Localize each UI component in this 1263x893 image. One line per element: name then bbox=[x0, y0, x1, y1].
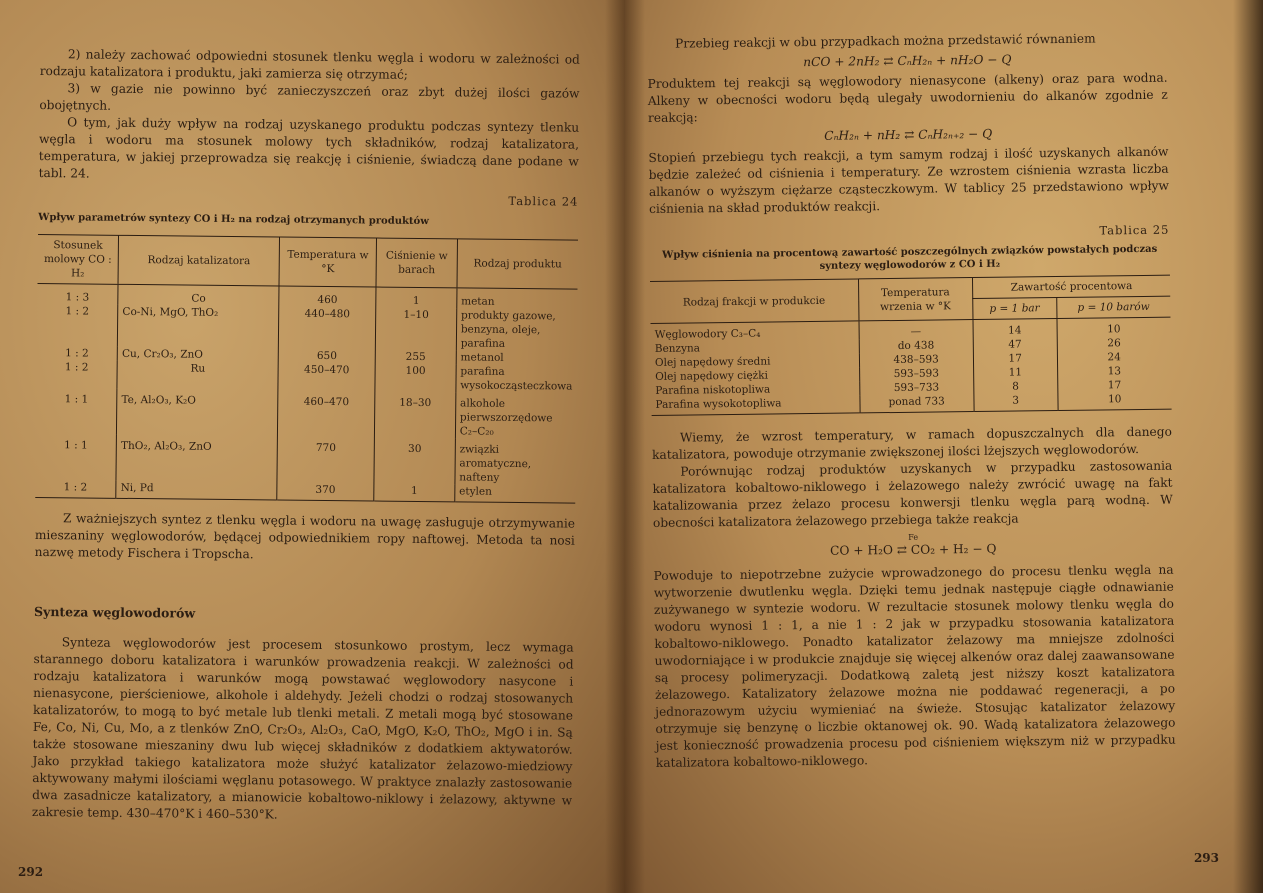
cell-catalyst: Co-Ni, MgO, ThO₂ bbox=[118, 305, 279, 349]
right-page bbox=[625, 0, 1263, 893]
header-molar-ratio: Stosunek molowy CO : H₂ bbox=[38, 234, 119, 284]
cell-fraction: Węglowodory C₃–C₄ bbox=[654, 327, 761, 341]
right-page-content bbox=[647, 30, 1176, 772]
table-25-caption: Wpływ ciśnienia na procentową zawartość poszczególnych związków powstałych podczas syntezy węglowodorów z CO i H₂ bbox=[662, 243, 1158, 272]
cell-boiling: 593–593 bbox=[859, 366, 974, 381]
table-24-caption: Wpływ parametrów syntezy CO i H₂ na rodzaj otrzymanych produktów bbox=[38, 211, 429, 228]
cell-p10: 10 bbox=[1056, 317, 1170, 337]
cell-product: metan bbox=[457, 288, 578, 310]
cell-product: związki aromatyczne, nafteny bbox=[455, 438, 576, 485]
table-row bbox=[36, 388, 576, 440]
paragraph-table-intro: O tym, jak duży wpływ na rodzaj uzyskanego produktu podczas syntezy tlenku węgla i wodoru ma stosunek molowy tych składników, rodzaj katalizatora, temperatura, w jakiej przeprowadza się reakcję i ciśnienie, świadczą dane podane w tabl. 24. bbox=[38, 115, 580, 181]
cell-catalyst: ThO₂, Al₂O₃, ZnO bbox=[116, 435, 277, 483]
cell-boiling: do 438 bbox=[859, 338, 974, 353]
cell-p1: 14 bbox=[973, 319, 1057, 339]
cell-ratio: 1 : 3 bbox=[65, 291, 90, 304]
cell-pressure: 255 bbox=[375, 350, 456, 365]
cell-fraction: Olej napędowy ciężki bbox=[655, 369, 768, 383]
paragraph-alkenes: Produktem tej reakcji są węglowodory nienasycone (alkeny) oraz para wodna. Alkeny w obecności wodoru będą ulegały uwodornieniu do alkanów zgodnie z reakcją: bbox=[647, 70, 1168, 125]
cell-temperature: 460 bbox=[279, 286, 376, 308]
page-number-right: 293 bbox=[1193, 851, 1219, 865]
cell-ratio: 1 : 1 bbox=[64, 393, 89, 406]
cell-product: metanol bbox=[456, 350, 577, 365]
cell-product: etylen bbox=[455, 484, 576, 503]
cell-ratio: 1 : 2 bbox=[65, 305, 90, 318]
header-temperature: Temperatura w °K bbox=[279, 237, 376, 287]
header-content-percent: Zawartość procentowa bbox=[972, 275, 1170, 298]
left-page-content bbox=[32, 46, 580, 827]
cell-pressure: 100 bbox=[375, 364, 456, 393]
paragraph-iron-catalyst: Powoduje to niepotrzebne zużycie wprowadzonego do procesu tlenku węgla na wytworzenie dwutlenku węgla. Dzięki temu jednak następuje ciągłe odnawianie zużywanego w syntezie wodoru. W rezultacie stosunek molowy tlenku węgla do wodoru wynosi 1 : 1, a nie 1 : 2 jak w przypadku stosowania katalizatora kobaltowo-niklowego. Ponadto katalizator żelazowy ma mniejsze zdolności uwodorniające i w produkcie znajduje się więcej alkenów oraz dalej zaawansowane są procesy polimeryzacji. Dodatkową zaletą jest niższy koszt katalizatora żelazowego. Katalizatory żelazowe można nie poddawać regeneracji, a po jednorazowym użyciu wymieniać na świeże. Stosując katalizator żelazowy otrzymuje się benzynę o liczbie oktanowej ok. 90. Wadą katalizatora żelazowego jest konieczność prowadzenia procesu pod ciśnieniem większym niż w przypadku katalizatora kobaltowo-niklowego. bbox=[653, 562, 1176, 770]
cell-fraction: Benzyna bbox=[654, 342, 701, 355]
cell-p10: 17 bbox=[1057, 378, 1171, 393]
paragraph-item-2: 2) należy zachować odpowiedni stosunek tlenku węgla i wodoru w zależności od rodzaju katalizatora i produktu, jaki zamierza się otrzymać; bbox=[39, 47, 580, 82]
cell-pressure: 1–10 bbox=[375, 308, 456, 351]
cell-boiling: — bbox=[858, 320, 973, 340]
cell-temperature: 440–480 bbox=[278, 307, 375, 350]
cell-catalyst: Ru bbox=[117, 361, 278, 391]
cell-ratio: 1 : 2 bbox=[65, 347, 89, 360]
cell-catalyst: Co bbox=[118, 284, 279, 306]
cell-boiling: 438–593 bbox=[859, 352, 974, 367]
cell-p1: 11 bbox=[973, 365, 1057, 380]
cell-temperature: 450–470 bbox=[278, 363, 375, 392]
header-boiling-point: Temperatura wrzenia w °K bbox=[858, 278, 973, 321]
table-row bbox=[35, 434, 575, 486]
paragraph-comparison: Porównując rodzaj produktów uzyskanych w przypadku zastosowania katalizatora kobaltowo-niklowego i żelazowego należy zwrócić uwagę na fakt katalizowania przez żelazo procesu konwersji tlenku węgla parą wodną. W obecności katalizatora żelazowego przebiega także reakcja bbox=[652, 458, 1173, 530]
equation-water-gas-shift: CO + H₂O ⇄ CO₂ + H₂ − Q bbox=[830, 541, 997, 558]
cell-catalyst: Te, Al₂O₃, K₂O bbox=[117, 389, 278, 437]
cell-fraction: Parafina wysokotopliwa bbox=[655, 397, 782, 411]
paragraph-item-3: 3) w gazie nie powinno być zanieczyszczeń oraz zbyt dużej ilości gazów obojętnych. bbox=[39, 81, 580, 113]
cell-p1: 8 bbox=[974, 379, 1058, 394]
header-catalyst: Rodzaj katalizatora bbox=[118, 235, 279, 286]
table-25-label: Tablica 25 bbox=[1099, 222, 1170, 238]
cell-p1: 17 bbox=[973, 351, 1057, 366]
header-product: Rodzaj produktu bbox=[457, 239, 578, 289]
cell-boiling: ponad 733 bbox=[859, 394, 974, 413]
equation-catalyst-label: Fe bbox=[908, 532, 919, 542]
cell-p10: 13 bbox=[1057, 364, 1171, 379]
paragraph-synthesis: Synteza węglowodorów jest procesem stosunkowo prostym, lecz wymaga starannego doboru katalizatora i warunków prowadzenia reakcji. W zależności od rodzaju katalizatora i warunków mogą powstawać węglowodory nasycone i nienasycone, pierścieniowe, alkohole i aldehydy. Jeżeli chodzi o rodzaj stosowanych katalizatorów, to mogą to być metale lub tlenki metali. Z metali mogą być stosowane Fe, Co, Ni, Cu, Mo, a z tlenków ZnO, Cr₂O₃, Al₂O₃, CaO, MgO, K₂O, ThO₂, MgO i in. Są także stosowane mieszaniny dwu lub więcej składników z dodatkiem aktywatorów. Jako przykład takiego katalizatora może służyć katalizator żelazowo-miedziowy aktywowany małymi ilościami węglanu potasowego. W praktyce znalazły zastosowanie dwa zasadnicze katalizatory, a mianowicie kobaltowo-niklowy i żelazowy, aktywne w zakresie temp. 430–470°K i 460–530°K. bbox=[31, 635, 574, 822]
header-p1: p = 1 bar bbox=[973, 298, 1057, 320]
table-row bbox=[37, 304, 577, 352]
cell-catalyst: Ni, Pd bbox=[116, 481, 277, 500]
page-edge-shadow bbox=[1233, 0, 1263, 893]
table-24 bbox=[35, 234, 578, 504]
paragraph-pressure: Stopień przebiegu tych reakcji, a tym samym rodzaj i ilość uzyskanych alkanów będzie zależeć od ciśnienia i temperatury. Ze wzrostem ciśnienia wzrasta liczba alkanów o wyższym ciężarze cząsteczkowym. W tablicy 25 przedstawiono wpływ ciśnienia na skład produktów reakcji. bbox=[648, 144, 1169, 216]
cell-temperature: 460–470 bbox=[278, 391, 375, 438]
cell-p1: 47 bbox=[973, 337, 1057, 352]
cell-pressure: 1 bbox=[374, 484, 455, 502]
cell-ratio: 1 : 1 bbox=[64, 439, 88, 452]
header-pressure: Ciśnienie w barach bbox=[376, 238, 457, 288]
cell-p1: 3 bbox=[974, 393, 1058, 412]
table-25 bbox=[650, 275, 1172, 416]
page-number-left: 292 bbox=[18, 865, 44, 879]
section-title: Synteza węglowodorów bbox=[33, 603, 196, 621]
cell-ratio: 1 : 2 bbox=[64, 361, 89, 374]
cell-p10: 26 bbox=[1057, 336, 1171, 351]
cell-fraction: Olej napędowy średni bbox=[654, 355, 771, 369]
header-p10: p = 10 barów bbox=[1056, 296, 1170, 318]
cell-pressure: 1 bbox=[376, 287, 457, 308]
header-fraction: Rodzaj frakcji w produkcie bbox=[650, 279, 858, 324]
equation-shift-block bbox=[653, 530, 1173, 562]
cell-catalyst: Cu, Cr₂O₃, ZnO bbox=[117, 347, 278, 363]
table-24-label: Tablica 24 bbox=[508, 193, 579, 209]
cell-temperature: 650 bbox=[278, 349, 375, 364]
equation-synthesis: nCO + 2nH₂ ⇄ CₙH₂ₙ + nH₂O − Q bbox=[803, 52, 1012, 70]
cell-product: produkty gazowe, benzyna, oleje, parafina bbox=[456, 308, 577, 351]
table-header-row bbox=[38, 234, 578, 289]
cell-p10: 24 bbox=[1057, 350, 1171, 365]
equation-hydrogenation: CₙH₂ₙ + nH₂ ⇄ CₙH₂ₙ₊₂ − Q bbox=[824, 126, 993, 143]
paragraph-fischer-tropsch: Z ważniejszych syntez z tlenku węgla i wodoru na uwagę zasługuje otrzymywanie mieszaniny węglowodorów, będącej odpowiednikiem ropy naftowej. Metoda ta nosi nazwę metody Fischera i Tropscha. bbox=[34, 511, 576, 562]
cell-temperature: 770 bbox=[277, 437, 374, 484]
left-page bbox=[0, 0, 625, 893]
cell-product: parafina wysokocząsteczkowa bbox=[456, 364, 577, 393]
book-gutter bbox=[605, 0, 645, 893]
cell-pressure: 18–30 bbox=[375, 392, 456, 439]
cell-boiling: 593–733 bbox=[859, 380, 974, 395]
paragraph-temperature: Wiemy, że wzrost temperatury, w ramach dopuszczalnych dla danego katalizatora, powoduje otrzymanie zwiększonej ilości lżejszych węglowodorów. bbox=[652, 424, 1172, 462]
cell-fraction: Parafina niskotopliwa bbox=[655, 383, 771, 397]
cell-pressure: 30 bbox=[374, 438, 455, 485]
cell-ratio: 1 : 2 bbox=[63, 481, 88, 494]
cell-temperature: 370 bbox=[277, 483, 374, 502]
cell-p10: 10 bbox=[1057, 392, 1171, 411]
paragraph-reaction-intro: Przebieg reakcji w obu przypadkach można przedstawić równaniem bbox=[675, 31, 1096, 51]
cell-product: alkohole pierwszorzędowe C₂–C₂₀ bbox=[455, 392, 576, 439]
